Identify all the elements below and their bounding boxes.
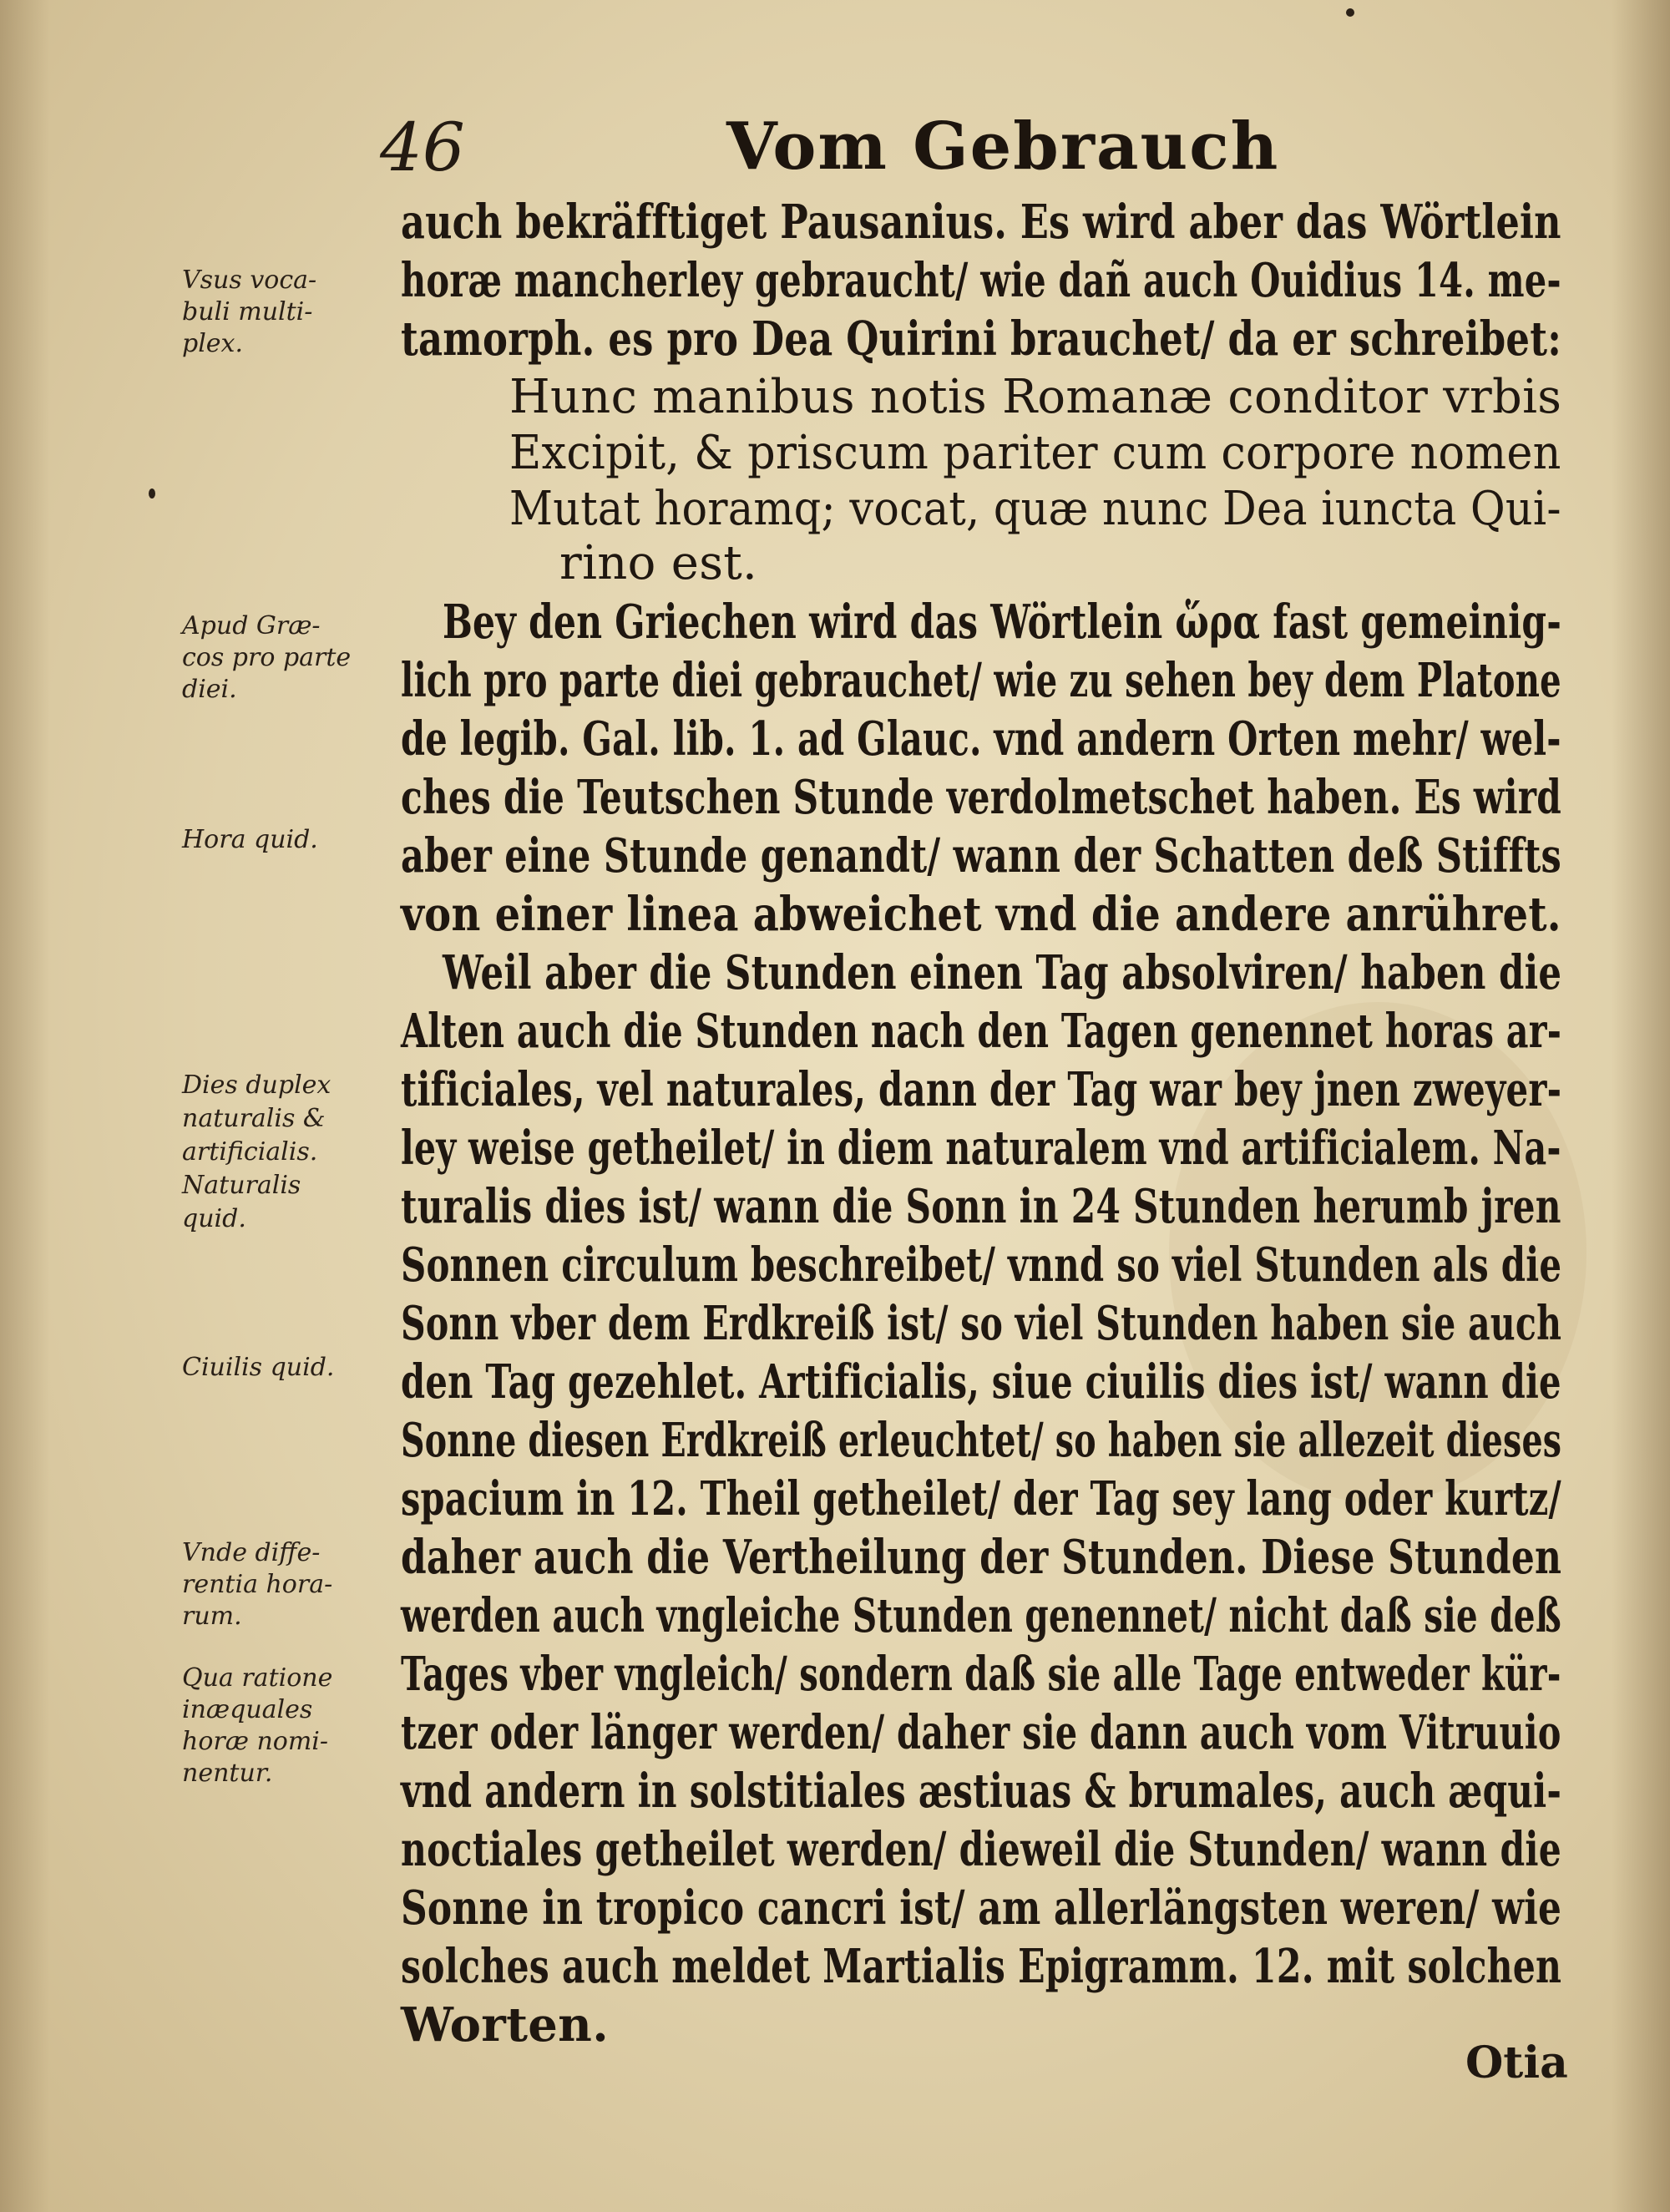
running-head: Vom Gebrauch xyxy=(726,109,1280,185)
ink-speck xyxy=(1346,8,1354,17)
text-line: lich pro parte diei gebrauchet/ wie zu sehen bey dem Platone xyxy=(401,653,1561,708)
right-edge-shadow xyxy=(1612,0,1670,2212)
text-line: ley weise getheilet/ in diem naturalem vnd artificialem. Na- xyxy=(401,1121,1561,1176)
marginal-note: Dies duplex xyxy=(182,1071,331,1100)
marginal-note: horæ nomi- xyxy=(182,1727,329,1756)
marginal-note: naturalis & xyxy=(182,1104,326,1133)
text-line: tificiales, vel naturales, dann der Tag war bey jnen zweyer- xyxy=(401,1062,1562,1117)
verse-line: Mutat horamq; vocat, quæ nunc Dea iuncta Qui- xyxy=(509,482,1561,536)
text-line: ches die Teutschen Stunde verdolmetschet haben. Es wird xyxy=(401,770,1562,825)
marginal-note: Naturalis xyxy=(182,1171,301,1200)
catchword: Otia xyxy=(1465,2037,1568,2088)
text-line: horæ mancherley gebraucht/ wie dañ auch Ouidius 14. me- xyxy=(401,253,1561,308)
marginal-note: nentur. xyxy=(182,1759,273,1788)
ink-speck xyxy=(149,488,155,499)
text-line: Bey den Griechen wird das Wörtlein ὥρα fast gemeinig- xyxy=(443,595,1562,650)
text-line: auch bekräfftiget Pausanius. Es wird aber das Wörtlein xyxy=(401,195,1561,250)
marginal-note: rentia hora- xyxy=(182,1570,333,1599)
marginal-note: inæquales xyxy=(182,1695,313,1724)
marginal-note: Qua ratione xyxy=(182,1663,333,1693)
text-line: den Tag gezehlet. Artificialis, siue ciuilis dies ist/ wann die xyxy=(401,1354,1561,1410)
marginal-note: Hora quid. xyxy=(182,825,318,854)
verse-line: rino est. xyxy=(559,536,758,590)
text-line: Worten. xyxy=(401,1997,609,2053)
marginal-note: diei. xyxy=(182,675,237,704)
text-line: aber eine Stunde genandt/ wann der Schatten deß Stiffts xyxy=(401,828,1562,883)
marginal-note: Apud Græ- xyxy=(182,611,321,640)
text-line: tamorph. es pro Dea Quirini brauchet/ da er schreibet: xyxy=(401,311,1562,367)
left-edge-shadow xyxy=(0,0,50,2212)
text-line: Sonnen circulum beschreibet/ vnnd so viel Stunden als die xyxy=(401,1238,1562,1293)
text-line: de legib. Gal. lib. 1. ad Glauc. vnd andern Orten mehr/ wel- xyxy=(401,711,1561,767)
text-line: Tages vber vngleich/ sondern daß sie alle Tage entweder kür- xyxy=(401,1647,1561,1702)
text-line: solches auch meldet Martialis Epigramm. 12. mit solchen xyxy=(401,1939,1562,1994)
marginal-note: cos pro parte xyxy=(182,643,352,672)
marginal-note: quid. xyxy=(182,1204,246,1233)
text-line: werden auch vngleiche Stunden genennet/ nicht daß sie deß xyxy=(401,1588,1561,1643)
marginal-note: Vnde diffe- xyxy=(182,1538,321,1567)
page-header xyxy=(0,109,1670,200)
text-line: Alten auch die Stunden nach den Tagen genennet horas ar- xyxy=(401,1004,1562,1059)
text-line: daher auch die Vertheilung der Stunden. Diese Stunden xyxy=(401,1530,1562,1585)
text-line: turalis dies ist/ wann die Sonn in 24 Stunden herumb jren xyxy=(401,1179,1561,1234)
text-line: Sonn vber dem Erdkreiß ist/ so viel Stunden haben sie auch xyxy=(401,1296,1562,1351)
text-line: Sonne in tropico cancri ist/ am allerlängsten weren/ wie xyxy=(401,1880,1562,1936)
text-line: noctiales getheilet werden/ dieweil die Stunden/ wann die xyxy=(401,1822,1562,1877)
text-line: Weil aber die Stunden einen Tag absolviren/ haben die xyxy=(443,945,1562,1000)
text-line: von einer linea abweichet vnd die andere anrühret. xyxy=(401,887,1561,942)
text-line: tzer oder länger werden/ daher sie dann auch vom Vitruuio xyxy=(401,1705,1561,1760)
marginal-note: rum. xyxy=(182,1602,242,1631)
page-number: 46 xyxy=(380,109,465,186)
verse-line: Excipit, & priscum pariter cum corpore nomen xyxy=(509,426,1561,480)
text-line: Sonne diesen Erdkreiß erleuchtet/ so haben sie allezeit dieses xyxy=(401,1413,1562,1468)
marginal-note: Ciuilis quid. xyxy=(182,1353,335,1382)
marginal-note: Vsus voca- xyxy=(182,266,317,295)
text-line: vnd andern in solstitiales æstiuas & brumales, auch æqui- xyxy=(401,1764,1562,1819)
verse-line: Hunc manibus notis Romanæ conditor vrbis xyxy=(509,370,1562,424)
marginal-note: artificialis. xyxy=(182,1137,318,1167)
text-line: spacium in 12. Theil getheilet/ der Tag sey lang oder kurtz/ xyxy=(401,1471,1561,1526)
marginal-note: buli multi- xyxy=(182,297,313,326)
marginal-note: plex. xyxy=(182,329,244,358)
